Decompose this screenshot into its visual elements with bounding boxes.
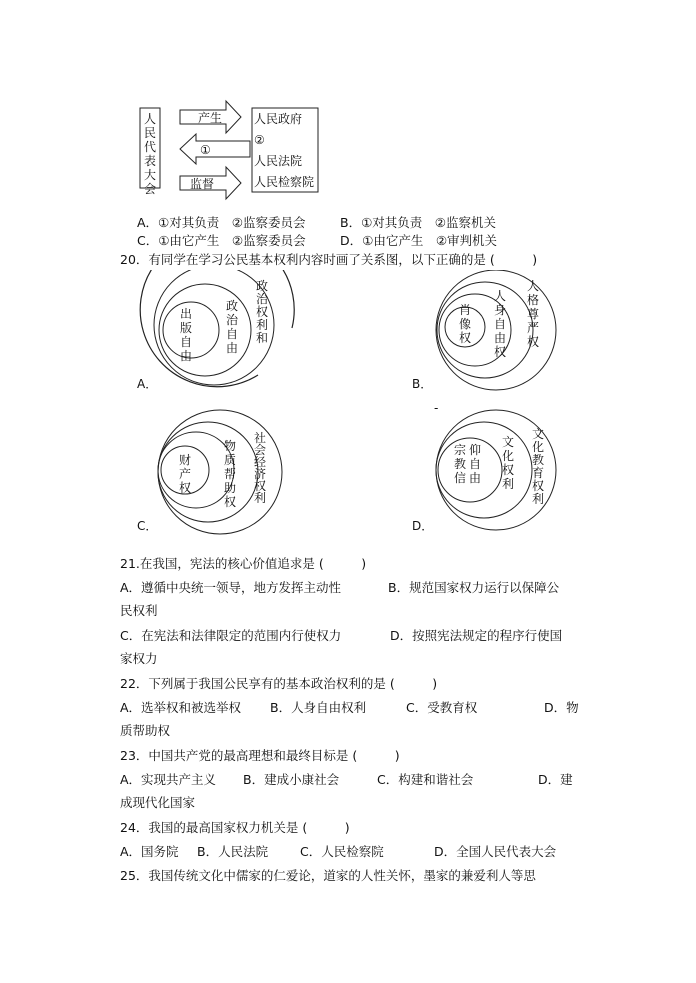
npc-box-text: 人 (143, 112, 157, 126)
vertical-char: 权 (493, 345, 507, 359)
q20-b-outer-text (527, 279, 539, 349)
arrow-mid-label: ① (200, 143, 211, 157)
vertical-char: 利 (501, 477, 515, 491)
organ-court: 人民法院 (254, 154, 303, 168)
vertical-char: 治 (255, 292, 269, 306)
vertical-char: 化 (501, 449, 515, 463)
vertical-char: 文 (501, 435, 515, 449)
q22-option-d-cont: 质帮助权 (120, 723, 171, 738)
vertical-char: 权 (178, 481, 192, 495)
q25-stem: 25．我国传统文化中儒家的仁爱论，道家的人性关怀，墨家的兼爱利人等思 (120, 868, 536, 883)
vertical-char: 利 (253, 491, 267, 505)
q22-option-a[interactable]: A．选举权和被选举权 (120, 700, 242, 715)
q21-option-a[interactable]: A．遵循中央统一领导，地方发挥主动性 (120, 580, 342, 595)
vertical-char: 严 (526, 321, 540, 335)
q20-c-outer-text (254, 430, 266, 505)
vertical-char: 自 (468, 457, 482, 471)
npc-box-text: 会 (143, 182, 157, 196)
q20-a-inner-text (180, 306, 192, 363)
vertical-char: 利 (531, 492, 545, 506)
q20-c-middle-text (224, 438, 236, 509)
vertical-char: 仰 (468, 443, 482, 457)
arrow-left-mid (180, 134, 250, 164)
vertical-char: 人 (493, 289, 507, 303)
vertical-char: 宗 (453, 443, 467, 457)
q20-d-middle-text (502, 435, 514, 491)
q20-stem: 20．有同学在学习公民基本权利内容时画了关系图，以下正确的是 ( ) (120, 252, 538, 267)
q23-option-d[interactable]: D．建 (538, 772, 573, 787)
q19-option-a[interactable]: A．①对其负责 ②监察委员会 (137, 215, 306, 230)
q20-diagram-b (436, 270, 556, 390)
vertical-char: 会 (253, 443, 267, 457)
q21-option-c[interactable]: C．在宪法和法律限定的范围内行使权力 (120, 628, 342, 643)
q23-option-b[interactable]: B．建成小康社会 (243, 772, 340, 787)
vertical-char: 像 (458, 317, 472, 331)
vertical-char: 出 (179, 307, 193, 321)
q20-diagram-a (140, 270, 294, 387)
q21-stem: 21.在我国，宪法的核心价值追求是 ( ) (120, 556, 367, 571)
q24-option-d[interactable]: D．全国人民代表大会 (434, 844, 557, 859)
q22-stem: 22．下列属于我国公民享有的基本政治权利的是 ( ) (120, 676, 438, 691)
arrow-bottom-label: 监督 (190, 177, 215, 191)
q20-option-c-label: C． (137, 519, 158, 533)
q20-d-inner-text (454, 443, 466, 485)
vertical-char: 身 (493, 303, 507, 317)
vertical-char: 版 (179, 321, 193, 335)
vertical-char: 治 (225, 313, 239, 327)
q24-option-a[interactable]: A．国务院 (120, 844, 179, 859)
q22-option-b[interactable]: B．人身自由权利 (270, 700, 367, 715)
vertical-char: 化 (531, 440, 545, 454)
q24-option-c[interactable]: C．人民检察院 (300, 844, 384, 859)
q22-option-d[interactable]: D．物 (544, 700, 579, 715)
q20-diagrams (0, 270, 696, 540)
vertical-char: 济 (253, 467, 267, 481)
npc-box-text: 表 (143, 154, 157, 168)
q20-option-b-label: B． (412, 377, 433, 391)
vertical-char: 政 (225, 299, 239, 313)
vertical-char: 权 (501, 463, 515, 477)
vertical-char: 自 (493, 317, 507, 331)
q20-b-middle-text (494, 289, 506, 359)
vertical-char: 教 (453, 457, 467, 471)
organ-government: 人民政府 (254, 112, 303, 126)
vertical-char: 政 (255, 279, 269, 293)
vertical-char: 和 (255, 331, 269, 345)
vertical-char: 利 (255, 318, 269, 332)
vertical-char: 自 (179, 335, 193, 349)
vertical-char: 肖 (458, 303, 472, 317)
vertical-char: 经 (253, 455, 267, 469)
q23-option-d-cont: 成现代化国家 (120, 795, 196, 810)
q20-diagram-d (436, 410, 556, 530)
vertical-char: 财 (178, 453, 192, 467)
arrow-top-label: 产生 (198, 111, 223, 125)
q20-diagram-c (158, 410, 282, 534)
vertical-char: 信 (453, 471, 467, 485)
vertical-char: 帮 (223, 467, 237, 481)
q24-stem: 24．我国的最高国家权力机关是 ( ) (120, 820, 350, 835)
q24-option-b[interactable]: B．人民法院 (197, 844, 269, 859)
q23-stem: 23．中国共产党的最高理想和最终目标是 ( ) (120, 748, 400, 763)
q20-a-outer-text (256, 278, 269, 345)
vertical-char: 育 (531, 466, 545, 480)
vertical-char: 自 (225, 327, 239, 341)
npc-box-text: 大 (143, 168, 157, 182)
vertical-char: 格 (526, 293, 540, 307)
vertical-char: 权 (255, 305, 269, 319)
vertical-char: 权 (253, 479, 267, 493)
q20-option-a-label: A． (137, 377, 158, 391)
vertical-char: 教 (531, 453, 545, 467)
q22-option-c[interactable]: C．受教育权 (406, 700, 478, 715)
q20-a-middle-text (226, 298, 239, 355)
vertical-char: 质 (223, 453, 237, 467)
organ-procuratorate: 人民检察院 (254, 175, 315, 189)
q19-option-d[interactable]: D．①由它产生 ②审判机关 (340, 233, 498, 248)
vertical-char: 由 (468, 471, 482, 485)
q20-b-inner-text (459, 302, 471, 345)
q21-option-b-cont: 民权利 (120, 603, 158, 618)
q19-option-b[interactable]: B．①对其负责 ②监察机关 (340, 215, 496, 230)
q23-option-a[interactable]: A．实现共产主义 (120, 772, 217, 787)
q19-option-c[interactable]: C．①由它产生 ②监察委员会 (137, 233, 306, 248)
vertical-char: 权 (458, 331, 472, 345)
vertical-char: 助 (223, 481, 237, 495)
vertical-char: 社 (253, 431, 267, 445)
q21-option-d-cont: 家权力 (120, 651, 158, 666)
vertical-char: 尊 (526, 307, 540, 321)
q23-option-c[interactable]: C．构建和谐社会 (377, 772, 474, 787)
q20-c-inner-text (179, 452, 191, 495)
q21-option-d[interactable]: D．按照宪法规定的程序行使国 (390, 628, 563, 643)
vertical-char: 权 (223, 495, 237, 509)
vertical-char: 权 (531, 479, 545, 493)
organ-blank-2: ② (254, 133, 265, 147)
vertical-char: 产 (178, 467, 192, 481)
vertical-char: 人 (526, 279, 540, 293)
q21-option-b[interactable]: B．规范国家权力运行以保障公 (388, 580, 560, 595)
vertical-char: 物 (223, 439, 237, 453)
vertical-char: 由 (493, 331, 507, 345)
vertical-char: 文 (531, 427, 545, 441)
vertical-char: 由 (179, 349, 193, 363)
q20-dash: - (434, 401, 439, 415)
vertical-char: 由 (225, 341, 239, 355)
npc-box-text: 代 (143, 140, 157, 154)
q20-d-outer-text (532, 427, 544, 506)
npc-box-text: 民 (143, 126, 157, 140)
q20-d-inner-text (469, 443, 481, 485)
q20-option-d-label: D． (412, 519, 434, 533)
vertical-char: 权 (526, 335, 540, 349)
